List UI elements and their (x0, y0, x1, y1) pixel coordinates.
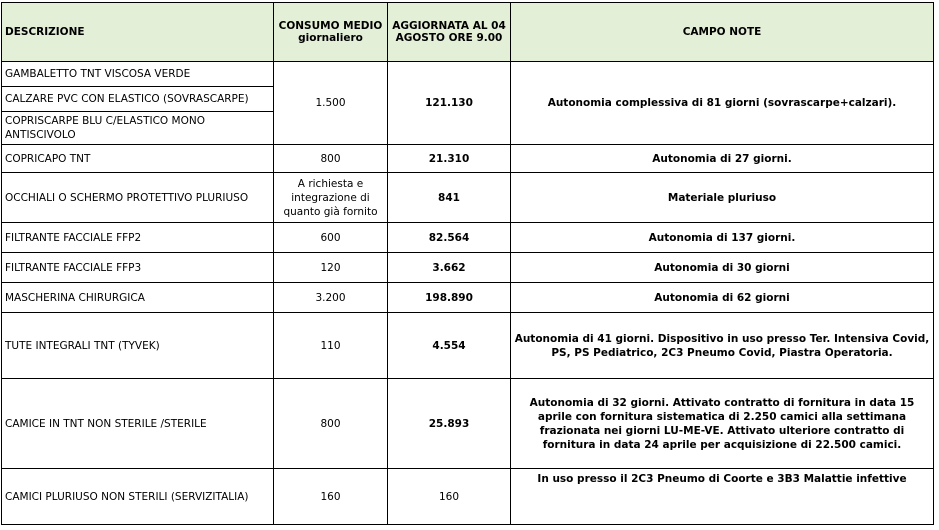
header-descrizione: DESCRIZIONE (2, 3, 274, 62)
note-cell: Materiale pluriuso (511, 173, 934, 223)
consumo-cell: 600 (274, 223, 388, 253)
table-row (2, 379, 934, 469)
aggiornata-cell: 198.890 (388, 283, 511, 313)
desc-cell: COPRICAPO TNT (2, 145, 274, 173)
header-row (2, 3, 934, 62)
desc-cell: GAMBALETTO TNT VISCOSA VERDE (2, 62, 274, 87)
aggiornata-cell: 3.662 (388, 253, 511, 283)
table-row (2, 283, 934, 313)
table-row (2, 469, 934, 525)
consumo-cell: 3.200 (274, 283, 388, 313)
consumo-cell: 800 (274, 145, 388, 173)
consumo-cell: 110 (274, 313, 388, 379)
note-cell: Autonomia di 27 giorni. (511, 145, 934, 173)
table-row (2, 145, 934, 173)
desc-cell: OCCHIALI O SCHERMO PROTETTIVO PLURIUSO (2, 173, 274, 223)
desc-cell: FILTRANTE FACCIALE FFP2 (2, 223, 274, 253)
note-cell: Autonomia di 41 giorni. Dispositivo in uso presso Ter. Intensiva Covid, PS, PS Pediatrico, 2C3 Pneumo Covid, Piastra Operatoria. (511, 313, 934, 379)
table-row (2, 253, 934, 283)
table-row (2, 223, 934, 253)
desc-cell: COPRISCARPE BLU C/ELASTICO MONO ANTISCIVOLO (2, 112, 274, 145)
desc-cell: MASCHERINA CHIRURGICA (2, 283, 274, 313)
consumo-cell: A richiesta e integrazione di quanto già fornito (274, 173, 388, 223)
aggiornata-cell: 121.130 (388, 62, 511, 145)
desc-cell: CAMICE IN TNT NON STERILE /STERILE (2, 379, 274, 469)
note-cell: In uso presso il 2C3 Pneumo di Coorte e 3B3 Malattie infettive (511, 469, 934, 525)
header-aggiornata: AGGIORNATA AL 04 AGOSTO ORE 9.00 (388, 3, 511, 62)
note-cell: Autonomia complessiva di 81 giorni (sovrascarpe+calzari). (511, 62, 934, 145)
aggiornata-cell: 25.893 (388, 379, 511, 469)
table-row (2, 173, 934, 223)
note-cell: Autonomia di 30 giorni (511, 253, 934, 283)
desc-cell: CALZARE PVC CON ELASTICO (SOVRASCARPE) (2, 87, 274, 112)
aggiornata-cell: 21.310 (388, 145, 511, 173)
aggiornata-cell: 160 (388, 469, 511, 525)
desc-cell: FILTRANTE FACCIALE FFP3 (2, 253, 274, 283)
note-cell: Autonomia di 62 giorni (511, 283, 934, 313)
consumo-cell: 1.500 (274, 62, 388, 145)
desc-cell: CAMICI PLURIUSO NON STERILI (SERVIZITALIA) (2, 469, 274, 525)
header-consumo: CONSUMO MEDIO giornaliero (274, 3, 388, 62)
consumo-cell: 120 (274, 253, 388, 283)
consumo-cell: 800 (274, 379, 388, 469)
table-row (2, 62, 934, 87)
aggiornata-cell: 82.564 (388, 223, 511, 253)
aggiornata-cell: 4.554 (388, 313, 511, 379)
aggiornata-cell: 841 (388, 173, 511, 223)
consumo-cell: 160 (274, 469, 388, 525)
table-row (2, 313, 934, 379)
note-cell: Autonomia di 32 giorni. Attivato contratto di fornitura in data 15 aprile con fornitura sistematica di 2.250 camici alla settimana frazionata nei giorni LU-ME-VE. Attivato ulteriore contratto di fornitura in data 24 aprile per acquisizione di 22.500 camici. (511, 379, 934, 469)
desc-cell: TUTE INTEGRALI TNT (TYVEK) (2, 313, 274, 379)
header-note: CAMPO NOTE (511, 3, 934, 62)
note-cell: Autonomia di 137 giorni. (511, 223, 934, 253)
supplies-table (1, 2, 934, 525)
